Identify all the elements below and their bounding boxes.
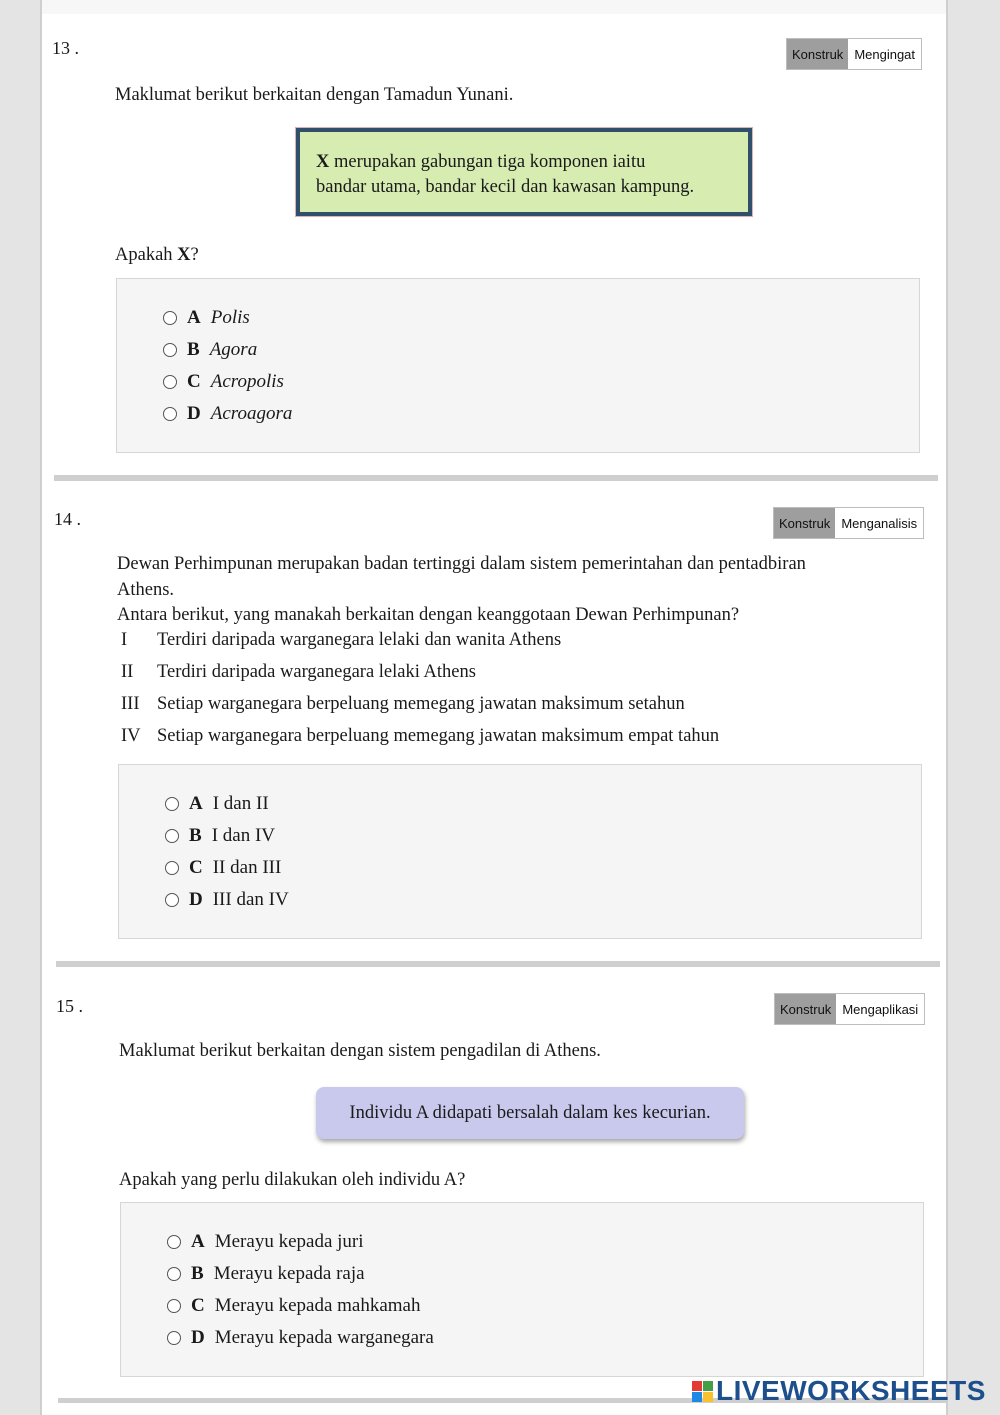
statement-i [121, 630, 561, 654]
logo-square-i [703, 1381, 713, 1391]
option-letter: D [187, 403, 201, 424]
option-text: Merayu kepada raja [213, 1263, 365, 1284]
statement-text: Terdiri daripada warganegara lelaki Athens [157, 662, 476, 682]
option-text: Acroagora [210, 403, 293, 424]
prompt-bold: X [177, 245, 191, 265]
logo-text: LIVEWORKSHEETS [716, 1375, 986, 1406]
option-text: Agora [209, 339, 258, 360]
option-letter: C [189, 857, 203, 878]
question-14-badge [773, 507, 924, 539]
logo-square-v [692, 1392, 702, 1402]
option-d[interactable] [165, 888, 289, 912]
option-d[interactable] [163, 402, 292, 426]
question-13-info-box [296, 128, 752, 216]
option-d[interactable] [167, 1326, 434, 1350]
statement-text: Setiap warganegara berpeluang memegang jawatan maksimum setahun [157, 694, 685, 714]
prompt-post: ? [190, 245, 199, 265]
question-14-intro-2: Athens. [117, 580, 175, 600]
option-letter: A [189, 793, 203, 814]
statement-iii [121, 694, 685, 718]
top-strip [42, 0, 946, 14]
option-text: Merayu kepada juri [214, 1231, 364, 1252]
statement-roman: I [121, 630, 128, 650]
radio-button[interactable] [165, 893, 179, 907]
question-15-options [120, 1202, 924, 1377]
question-13-badge [786, 38, 922, 70]
separator [56, 961, 940, 967]
option-a[interactable] [163, 306, 250, 330]
radio-button[interactable] [167, 1299, 181, 1313]
prompt-pre: Apakah [115, 245, 178, 265]
question-14-intro-1: Dewan Perhimpunan merupakan badan tertinggi dalam sistem pemerintahan dan pentadbiran [117, 554, 806, 574]
question-14-prompt: Antara berikut, yang manakah berkaitan dengan keanggotaan Dewan Perhimpunan? [117, 605, 740, 625]
option-text: Acropolis [210, 371, 284, 392]
logo-square-e [703, 1392, 713, 1402]
question-15-intro: Maklumat berikut berkaitan dengan sistem pengadilan di Athens. [119, 1041, 601, 1061]
radio-button[interactable] [163, 407, 177, 421]
option-text: Merayu kepada warganegara [214, 1327, 434, 1348]
option-letter: D [191, 1327, 205, 1348]
option-text: Polis [210, 307, 250, 328]
level-label: Menganalisis [835, 508, 923, 538]
statement-roman: II [121, 662, 134, 682]
radio-button[interactable] [165, 861, 179, 875]
radio-button[interactable] [163, 311, 177, 325]
option-letter: B [187, 339, 200, 360]
option-letter: B [189, 825, 202, 846]
radio-button[interactable] [165, 797, 179, 811]
statement-text: Setiap warganegara berpeluang memegang jawatan maksimum empat tahun [157, 726, 720, 746]
option-letter: D [189, 889, 203, 910]
question-13-number: 13 . [52, 38, 79, 58]
statement-roman: IV [121, 726, 141, 746]
statement-ii [121, 662, 476, 686]
konstruk-label: Konstruk [774, 508, 835, 538]
radio-button[interactable] [165, 829, 179, 843]
question-15-number: 15 . [56, 996, 83, 1016]
liveworksheets-icon [692, 1381, 713, 1402]
option-letter: C [187, 371, 201, 392]
info-box-bold: X [316, 152, 330, 172]
option-letter: A [191, 1231, 205, 1252]
right-margin [946, 0, 1000, 1415]
option-text: I dan II [212, 793, 269, 814]
option-text: I dan IV [211, 825, 275, 846]
option-c[interactable] [167, 1294, 420, 1318]
option-b[interactable] [167, 1262, 365, 1286]
radio-button[interactable] [167, 1235, 181, 1249]
option-letter: C [191, 1295, 205, 1316]
question-14-options [118, 764, 922, 939]
statement-iv [121, 726, 719, 750]
statement-roman: III [121, 694, 140, 714]
separator [54, 475, 938, 481]
option-text: II dan III [212, 857, 282, 878]
radio-button[interactable] [167, 1331, 181, 1345]
radio-button[interactable] [163, 343, 177, 357]
konstruk-label: Konstruk [787, 39, 848, 69]
option-c[interactable] [163, 370, 284, 394]
option-text: III dan IV [212, 889, 289, 910]
level-label: Mengingat [848, 39, 921, 69]
option-text: Merayu kepada mahkamah [214, 1295, 421, 1316]
option-a[interactable] [167, 1230, 364, 1254]
info-box-line-2: bandar utama, bandar kecil dan kawasan kampung. [316, 177, 695, 197]
radio-button[interactable] [163, 375, 177, 389]
option-c[interactable] [165, 856, 281, 880]
question-13-prompt [115, 243, 199, 267]
option-b[interactable] [165, 824, 275, 848]
liveworksheets-logo [692, 1376, 986, 1406]
level-label: Mengaplikasi [836, 994, 924, 1024]
left-margin [0, 0, 42, 1415]
question-14-number: 14 . [54, 509, 81, 529]
info-box-line-1: merupakan gabungan tiga komponen iaitu [329, 152, 646, 172]
logo-square-l [692, 1381, 702, 1391]
option-letter: A [187, 307, 201, 328]
option-letter: B [191, 1263, 204, 1284]
option-b[interactable] [163, 338, 257, 362]
option-a[interactable] [165, 792, 269, 816]
question-15-badge [774, 993, 925, 1025]
konstruk-label: Konstruk [775, 994, 836, 1024]
question-13-intro: Maklumat berikut berkaitan dengan Tamadun Yunani. [115, 85, 514, 105]
statement-text: Terdiri daripada warganegara lelaki dan wanita Athens [157, 630, 562, 650]
radio-button[interactable] [167, 1267, 181, 1281]
question-15-info-box: Individu A didapati bersalah dalam kes kecurian. [316, 1087, 744, 1139]
question-15-prompt: Apakah yang perlu dilakukan oleh individu A? [119, 1170, 466, 1190]
question-13-options [116, 278, 920, 453]
